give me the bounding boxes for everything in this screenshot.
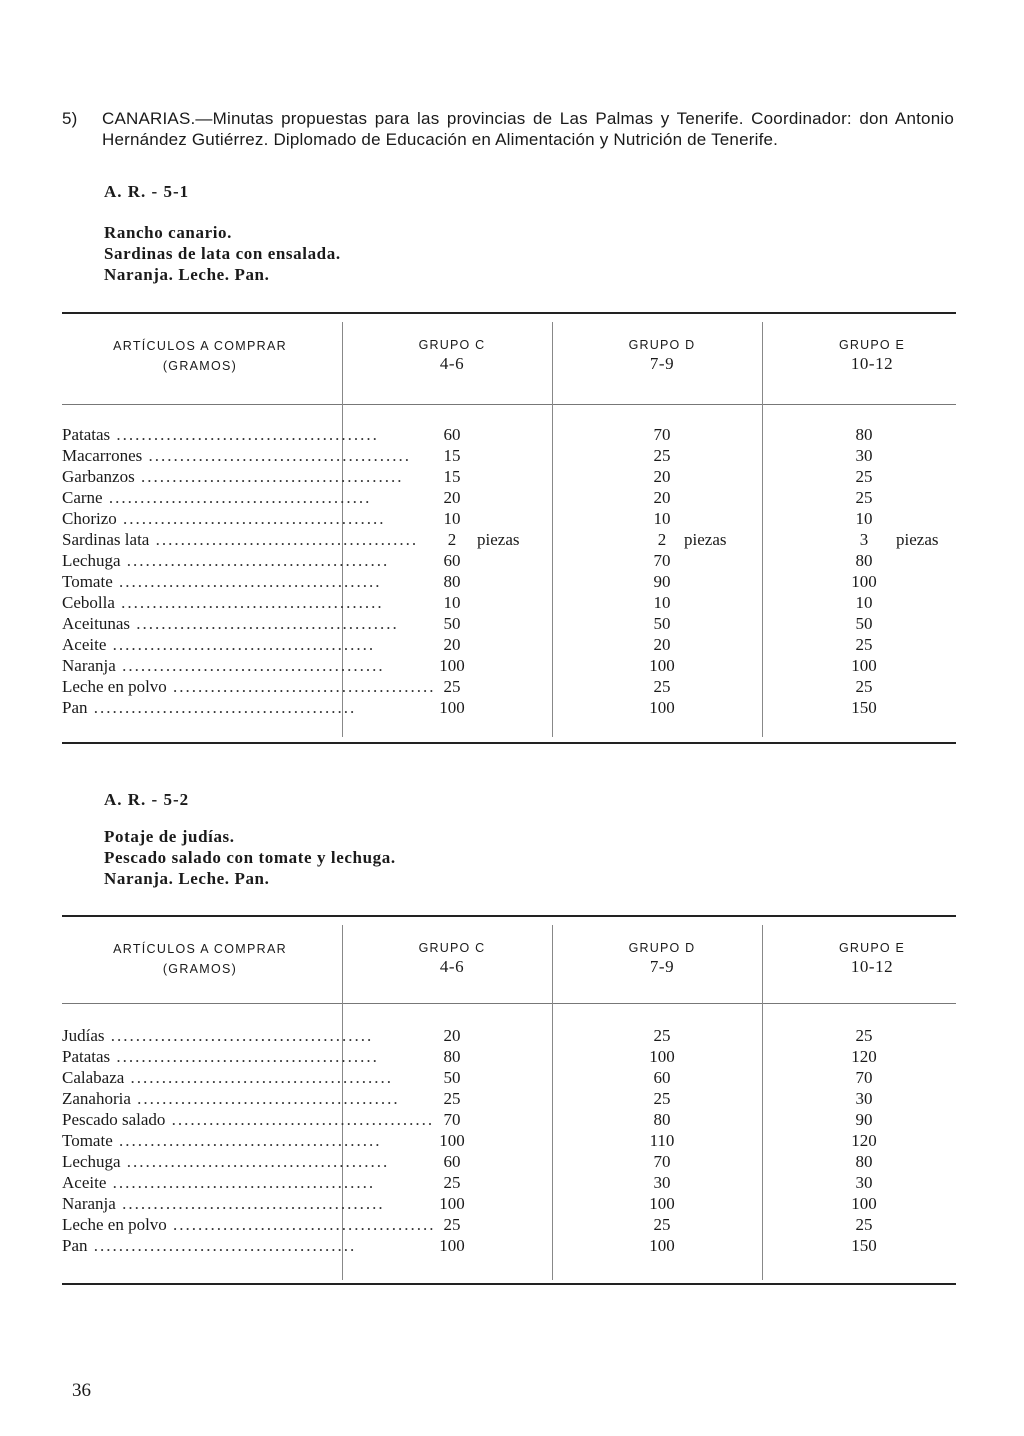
group-header — [782, 941, 962, 977]
cell-value: 30 — [855, 446, 873, 465]
item-name: Tomate .......................................... — [62, 572, 382, 591]
item-name: Naranja .......................................... — [62, 656, 385, 675]
cell-value: 90 — [855, 1110, 873, 1129]
group-header — [572, 338, 752, 374]
item-name: Leche en polvo .......................................... — [62, 677, 436, 696]
cell-unit: piezas — [684, 530, 727, 549]
cell-value: 100 — [649, 1047, 675, 1066]
cell-value: 25 — [855, 1215, 873, 1234]
cell-value: 20 — [653, 488, 671, 507]
item-label: Lechuga — [62, 1152, 121, 1171]
dish-line: Rancho canario. — [104, 223, 232, 242]
item-name: Naranja .......................................... — [62, 1194, 385, 1213]
cell-value: 100 — [439, 1194, 465, 1213]
item-name: Pan .......................................... — [62, 1236, 357, 1255]
menu-code: A. R. - 5-1 — [104, 182, 190, 201]
cell-value: 2 — [657, 530, 667, 549]
item-label: Naranja — [62, 1194, 116, 1213]
cell-value: 80 — [443, 1047, 461, 1066]
group-name: GRUPO E — [838, 338, 906, 352]
table-row — [62, 697, 956, 718]
group-header — [572, 941, 752, 977]
table-row — [62, 550, 956, 571]
table-row — [62, 1172, 956, 1193]
item-name: Patatas .......................................... — [62, 1047, 379, 1066]
cell-value: 10 — [855, 509, 873, 528]
table-row — [62, 655, 956, 676]
cell-value: 70 — [653, 1152, 671, 1171]
cell-value: 50 — [443, 1068, 461, 1087]
item-name: Tomate .......................................... — [62, 1131, 382, 1150]
cell-value: 80 — [855, 425, 873, 444]
cell-value: 10 — [653, 593, 671, 612]
cell-value: 20 — [443, 488, 461, 507]
item-label: Pescado salado — [62, 1110, 166, 1129]
item-label: Lechuga — [62, 551, 121, 570]
articles-header-unit: (GRAMOS) — [162, 359, 238, 373]
dish-line: Potaje de judías. — [104, 827, 235, 846]
item-name: Judías .......................................... — [62, 1026, 374, 1045]
dish-line: Sardinas de lata con ensalada. — [104, 244, 341, 263]
cell-value: 50 — [855, 614, 873, 633]
cell-value: 70 — [443, 1110, 461, 1129]
table-row — [62, 676, 956, 697]
cell-value: 150 — [851, 1236, 877, 1255]
cell-value: 100 — [439, 656, 465, 675]
cell-value: 2 — [447, 530, 457, 549]
dish-line: Pescado salado con tomate y lechuga. — [104, 848, 396, 867]
cell-value: 20 — [443, 1026, 461, 1045]
table-row — [62, 1193, 956, 1214]
item-name: Chorizo .......................................... — [62, 509, 386, 528]
item-name: Lechuga .......................................... — [62, 1152, 390, 1171]
item-name: Macarrones .......................................... — [62, 446, 411, 465]
item-label: Naranja — [62, 656, 116, 675]
item-label: Carne — [62, 488, 103, 507]
table-body — [62, 424, 956, 718]
item-label: Zanahoria — [62, 1089, 131, 1108]
cell-value: 50 — [653, 614, 671, 633]
articles-header-title: ARTÍCULOS A COMPRAR — [113, 942, 287, 956]
cell-value: 90 — [653, 572, 671, 591]
group-range: 7-9 — [649, 957, 675, 976]
table-row — [62, 1067, 956, 1088]
cell-value: 60 — [443, 425, 461, 444]
table-row — [62, 487, 956, 508]
table-row — [62, 1235, 956, 1256]
cell-value: 60 — [443, 551, 461, 570]
articles-header — [62, 336, 338, 376]
group-range: 4-6 — [439, 354, 465, 373]
group-name: GRUPO D — [628, 941, 696, 955]
item-label: Aceitunas — [62, 614, 130, 633]
cell-value: 25 — [653, 677, 671, 696]
cell-value: 110 — [649, 1131, 675, 1150]
group-name: GRUPO C — [418, 338, 486, 352]
cell-value: 25 — [855, 635, 873, 654]
item-label: Aceite — [62, 1173, 107, 1192]
cell-value: 30 — [653, 1173, 671, 1192]
cell-value: 50 — [443, 614, 461, 633]
table-row — [62, 1151, 956, 1172]
group-range: 10-12 — [850, 957, 894, 976]
item-label: Patatas — [62, 1047, 111, 1066]
item-name: Garbanzos .......................................... — [62, 467, 404, 486]
cell-value: 10 — [653, 509, 671, 528]
item-label: Leche en polvo — [62, 1215, 167, 1234]
item-label: Cebolla — [62, 593, 115, 612]
group-name: GRUPO C — [418, 941, 486, 955]
cell-value: 10 — [855, 593, 873, 612]
item-name: Carne .......................................... — [62, 488, 372, 507]
cell-value: 80 — [443, 572, 461, 591]
cell-value: 70 — [855, 1068, 873, 1087]
cell-value: 3 — [859, 530, 869, 549]
table-row — [62, 445, 956, 466]
group-range: 4-6 — [439, 957, 465, 976]
cell-value: 15 — [443, 446, 461, 465]
item-name: Sardinas lata .......................................... — [62, 530, 419, 549]
cell-value: 100 — [439, 1131, 465, 1150]
group-name: GRUPO D — [628, 338, 696, 352]
table-row — [62, 613, 956, 634]
item-name: Aceite .......................................... — [62, 1173, 376, 1192]
intro-text: CANARIAS.—Minutas propuestas para las provincias de Las Palmas y Tenerife. Coordinador: don Antonio Hernández Gutiérrez. Diplomado de Educación en Alimentación y Nutrición de Tenerife. — [102, 109, 954, 149]
item-name: Pescado salado .......................................... — [62, 1110, 435, 1129]
cell-value: 150 — [851, 698, 877, 717]
cell-value: 100 — [851, 1194, 877, 1213]
cell-value: 25 — [855, 677, 873, 696]
cell-value: 20 — [443, 635, 461, 654]
item-label: Aceite — [62, 635, 107, 654]
item-name: Leche en polvo .......................................... — [62, 1215, 436, 1234]
cell-value: 30 — [855, 1089, 873, 1108]
intro-paragraph — [62, 108, 954, 150]
cell-value: 15 — [443, 467, 461, 486]
cell-value: 80 — [855, 1152, 873, 1171]
cell-value: 120 — [851, 1047, 877, 1066]
table-row — [62, 508, 956, 529]
group-range: 7-9 — [649, 354, 675, 373]
table-row — [62, 466, 956, 487]
cell-value: 10 — [443, 593, 461, 612]
cell-value: 25 — [443, 1089, 461, 1108]
cell-value: 20 — [653, 635, 671, 654]
item-label: Tomate — [62, 572, 113, 591]
table-row — [62, 1088, 956, 1109]
dish-line: Naranja. Leche. Pan. — [104, 265, 270, 284]
item-label: Chorizo — [62, 509, 117, 528]
cell-value: 25 — [443, 677, 461, 696]
table-row — [62, 571, 956, 592]
cell-value: 25 — [855, 488, 873, 507]
cell-value: 100 — [851, 572, 877, 591]
table-row — [62, 592, 956, 613]
item-name: Cebolla .......................................... — [62, 593, 384, 612]
table-row — [62, 634, 956, 655]
group-header — [782, 338, 962, 374]
cell-value: 10 — [443, 509, 461, 528]
item-label: Patatas — [62, 425, 111, 444]
menu-dishes — [104, 826, 396, 889]
cell-value: 25 — [653, 446, 671, 465]
menu-dishes — [104, 222, 341, 285]
menu-code: A. R. - 5-2 — [104, 790, 190, 809]
table-row — [62, 424, 956, 445]
table-row — [62, 1025, 956, 1046]
cell-value: 25 — [855, 467, 873, 486]
item-label: Garbanzos — [62, 467, 135, 486]
item-name: Calabaza .......................................... — [62, 1068, 394, 1087]
item-label: Sardinas lata — [62, 530, 150, 549]
cell-value: 100 — [649, 698, 675, 717]
item-name: Lechuga .......................................... — [62, 551, 390, 570]
group-range: 10-12 — [850, 354, 894, 373]
item-name: Patatas .......................................... — [62, 425, 379, 444]
dish-line: Naranja. Leche. Pan. — [104, 869, 270, 888]
cell-value: 30 — [855, 1173, 873, 1192]
cell-value: 25 — [653, 1215, 671, 1234]
item-label: Pan — [62, 698, 88, 717]
cell-value: 100 — [439, 1236, 465, 1255]
purchase-table — [62, 915, 956, 1285]
cell-value: 100 — [851, 656, 877, 675]
cell-value: 100 — [649, 1194, 675, 1213]
page-number: 36 — [72, 1380, 91, 1401]
item-name: Aceite .......................................... — [62, 635, 376, 654]
table-row — [62, 1130, 956, 1151]
cell-value: 100 — [649, 656, 675, 675]
cell-unit: piezas — [477, 530, 520, 549]
cell-value: 25 — [855, 1026, 873, 1045]
purchase-table — [62, 312, 956, 744]
cell-value: 25 — [443, 1215, 461, 1234]
item-name: Zanahoria .......................................... — [62, 1089, 400, 1108]
cell-value: 60 — [443, 1152, 461, 1171]
cell-value: 25 — [653, 1026, 671, 1045]
cell-value: 70 — [653, 425, 671, 444]
group-name: GRUPO E — [838, 941, 906, 955]
cell-value: 100 — [649, 1236, 675, 1255]
table-row — [62, 1214, 956, 1235]
cell-value: 20 — [653, 467, 671, 486]
cell-value: 120 — [851, 1131, 877, 1150]
table-body — [62, 1025, 956, 1256]
articles-header-unit: (GRAMOS) — [162, 962, 238, 976]
group-header — [362, 338, 542, 374]
group-header — [362, 941, 542, 977]
item-name: Aceitunas .......................................... — [62, 614, 399, 633]
table-row — [62, 529, 956, 550]
cell-unit: piezas — [896, 530, 939, 549]
cell-value: 80 — [855, 551, 873, 570]
articles-header — [62, 939, 338, 979]
cell-value: 100 — [439, 698, 465, 717]
item-label: Judías — [62, 1026, 105, 1045]
cell-value: 25 — [443, 1173, 461, 1192]
cell-value: 80 — [653, 1110, 671, 1129]
articles-header-title: ARTÍCULOS A COMPRAR — [113, 339, 287, 353]
item-label: Pan — [62, 1236, 88, 1255]
table-row — [62, 1046, 956, 1067]
item-label: Macarrones — [62, 446, 143, 465]
item-label: Leche en polvo — [62, 677, 167, 696]
section-number: 5) — [62, 109, 78, 128]
cell-value: 70 — [653, 551, 671, 570]
item-label: Tomate — [62, 1131, 113, 1150]
cell-value: 60 — [653, 1068, 671, 1087]
item-name: Pan .......................................... — [62, 698, 357, 717]
table-row — [62, 1109, 956, 1130]
cell-value: 25 — [653, 1089, 671, 1108]
item-label: Calabaza — [62, 1068, 125, 1087]
